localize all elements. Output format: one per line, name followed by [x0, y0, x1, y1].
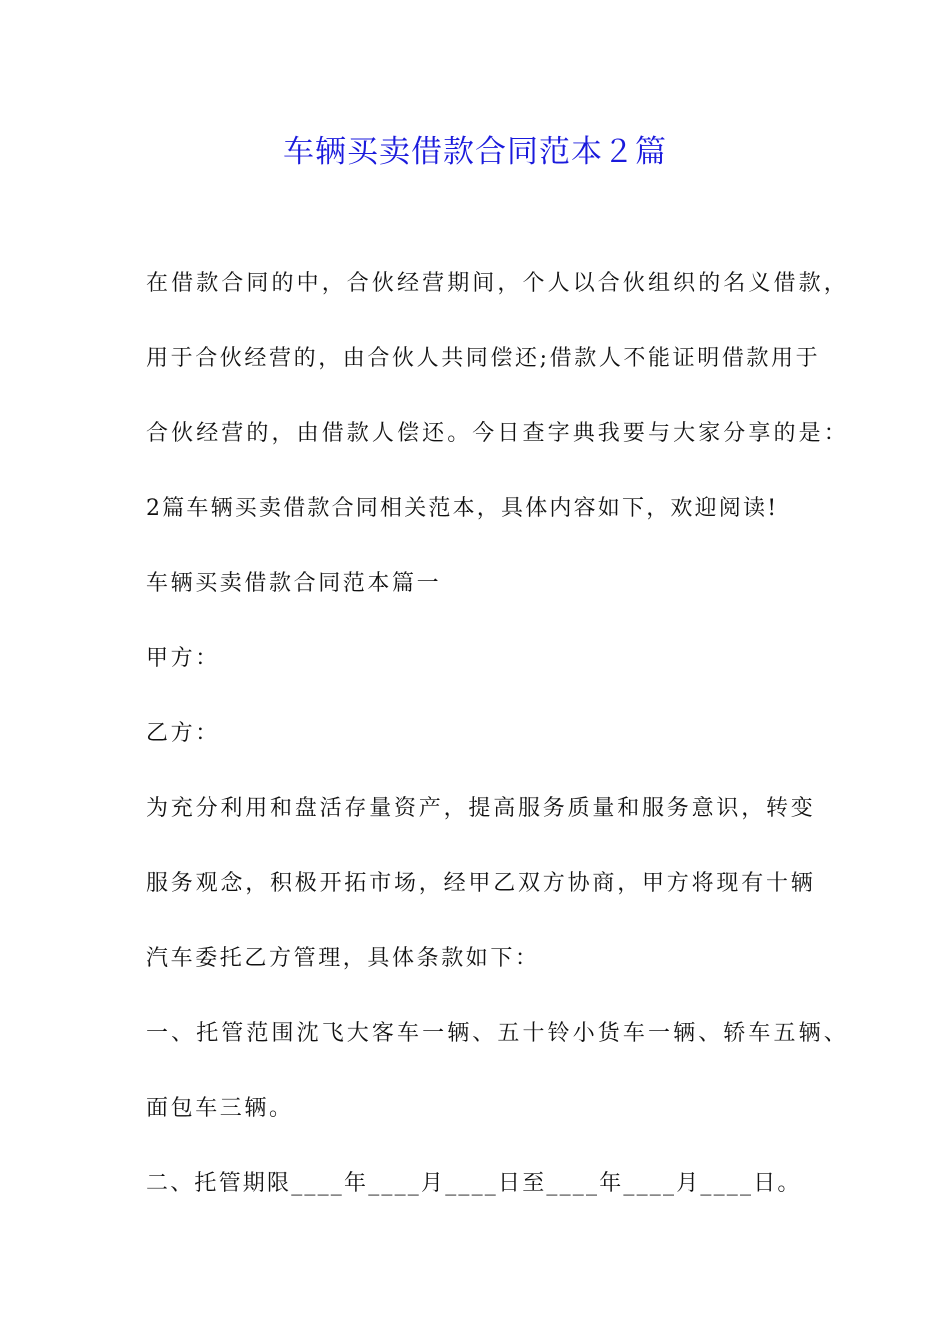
paragraph-line: 用于合伙经营的，由合伙人共同偿还;借款人不能证明借款用于: [146, 346, 821, 371]
document-title: 车辆买卖借款合同范本２篇: [283, 134, 667, 170]
paragraph-line: 2篇车辆买卖借款合同相关范本，具体内容如下，欢迎阅读!: [146, 496, 779, 521]
paragraph-line: 在借款合同的中，合伙经营期间，个人以合伙组织的名义借款，: [146, 271, 849, 296]
paragraph-line: 汽车委托乙方管理，具体条款如下：: [146, 946, 540, 971]
party-b-label: 乙方：: [146, 721, 220, 746]
clause-line: 一、托管范围沈飞大客车一辆、五十铃小货车一辆、轿车五辆、: [146, 1021, 849, 1046]
paragraph-line: 服务观念，积极开拓市场，经甲乙双方协商，甲方将现有十辆: [146, 871, 816, 896]
clause-line: 面包车三辆。: [146, 1096, 294, 1121]
paragraph-line: 为充分利用和盘活存量资产，提高服务质量和服务意识，转变: [146, 796, 816, 821]
paragraph-line: 合伙经营的，由借款人偿还。今日查字典我要与大家分享的是：: [146, 421, 849, 446]
clause-line: 二、托管期限____年____月____日至____年____月____日。: [146, 1171, 802, 1196]
section-heading: 车辆买卖借款合同范本篇一: [146, 571, 442, 596]
party-a-label: 甲方：: [146, 646, 220, 671]
